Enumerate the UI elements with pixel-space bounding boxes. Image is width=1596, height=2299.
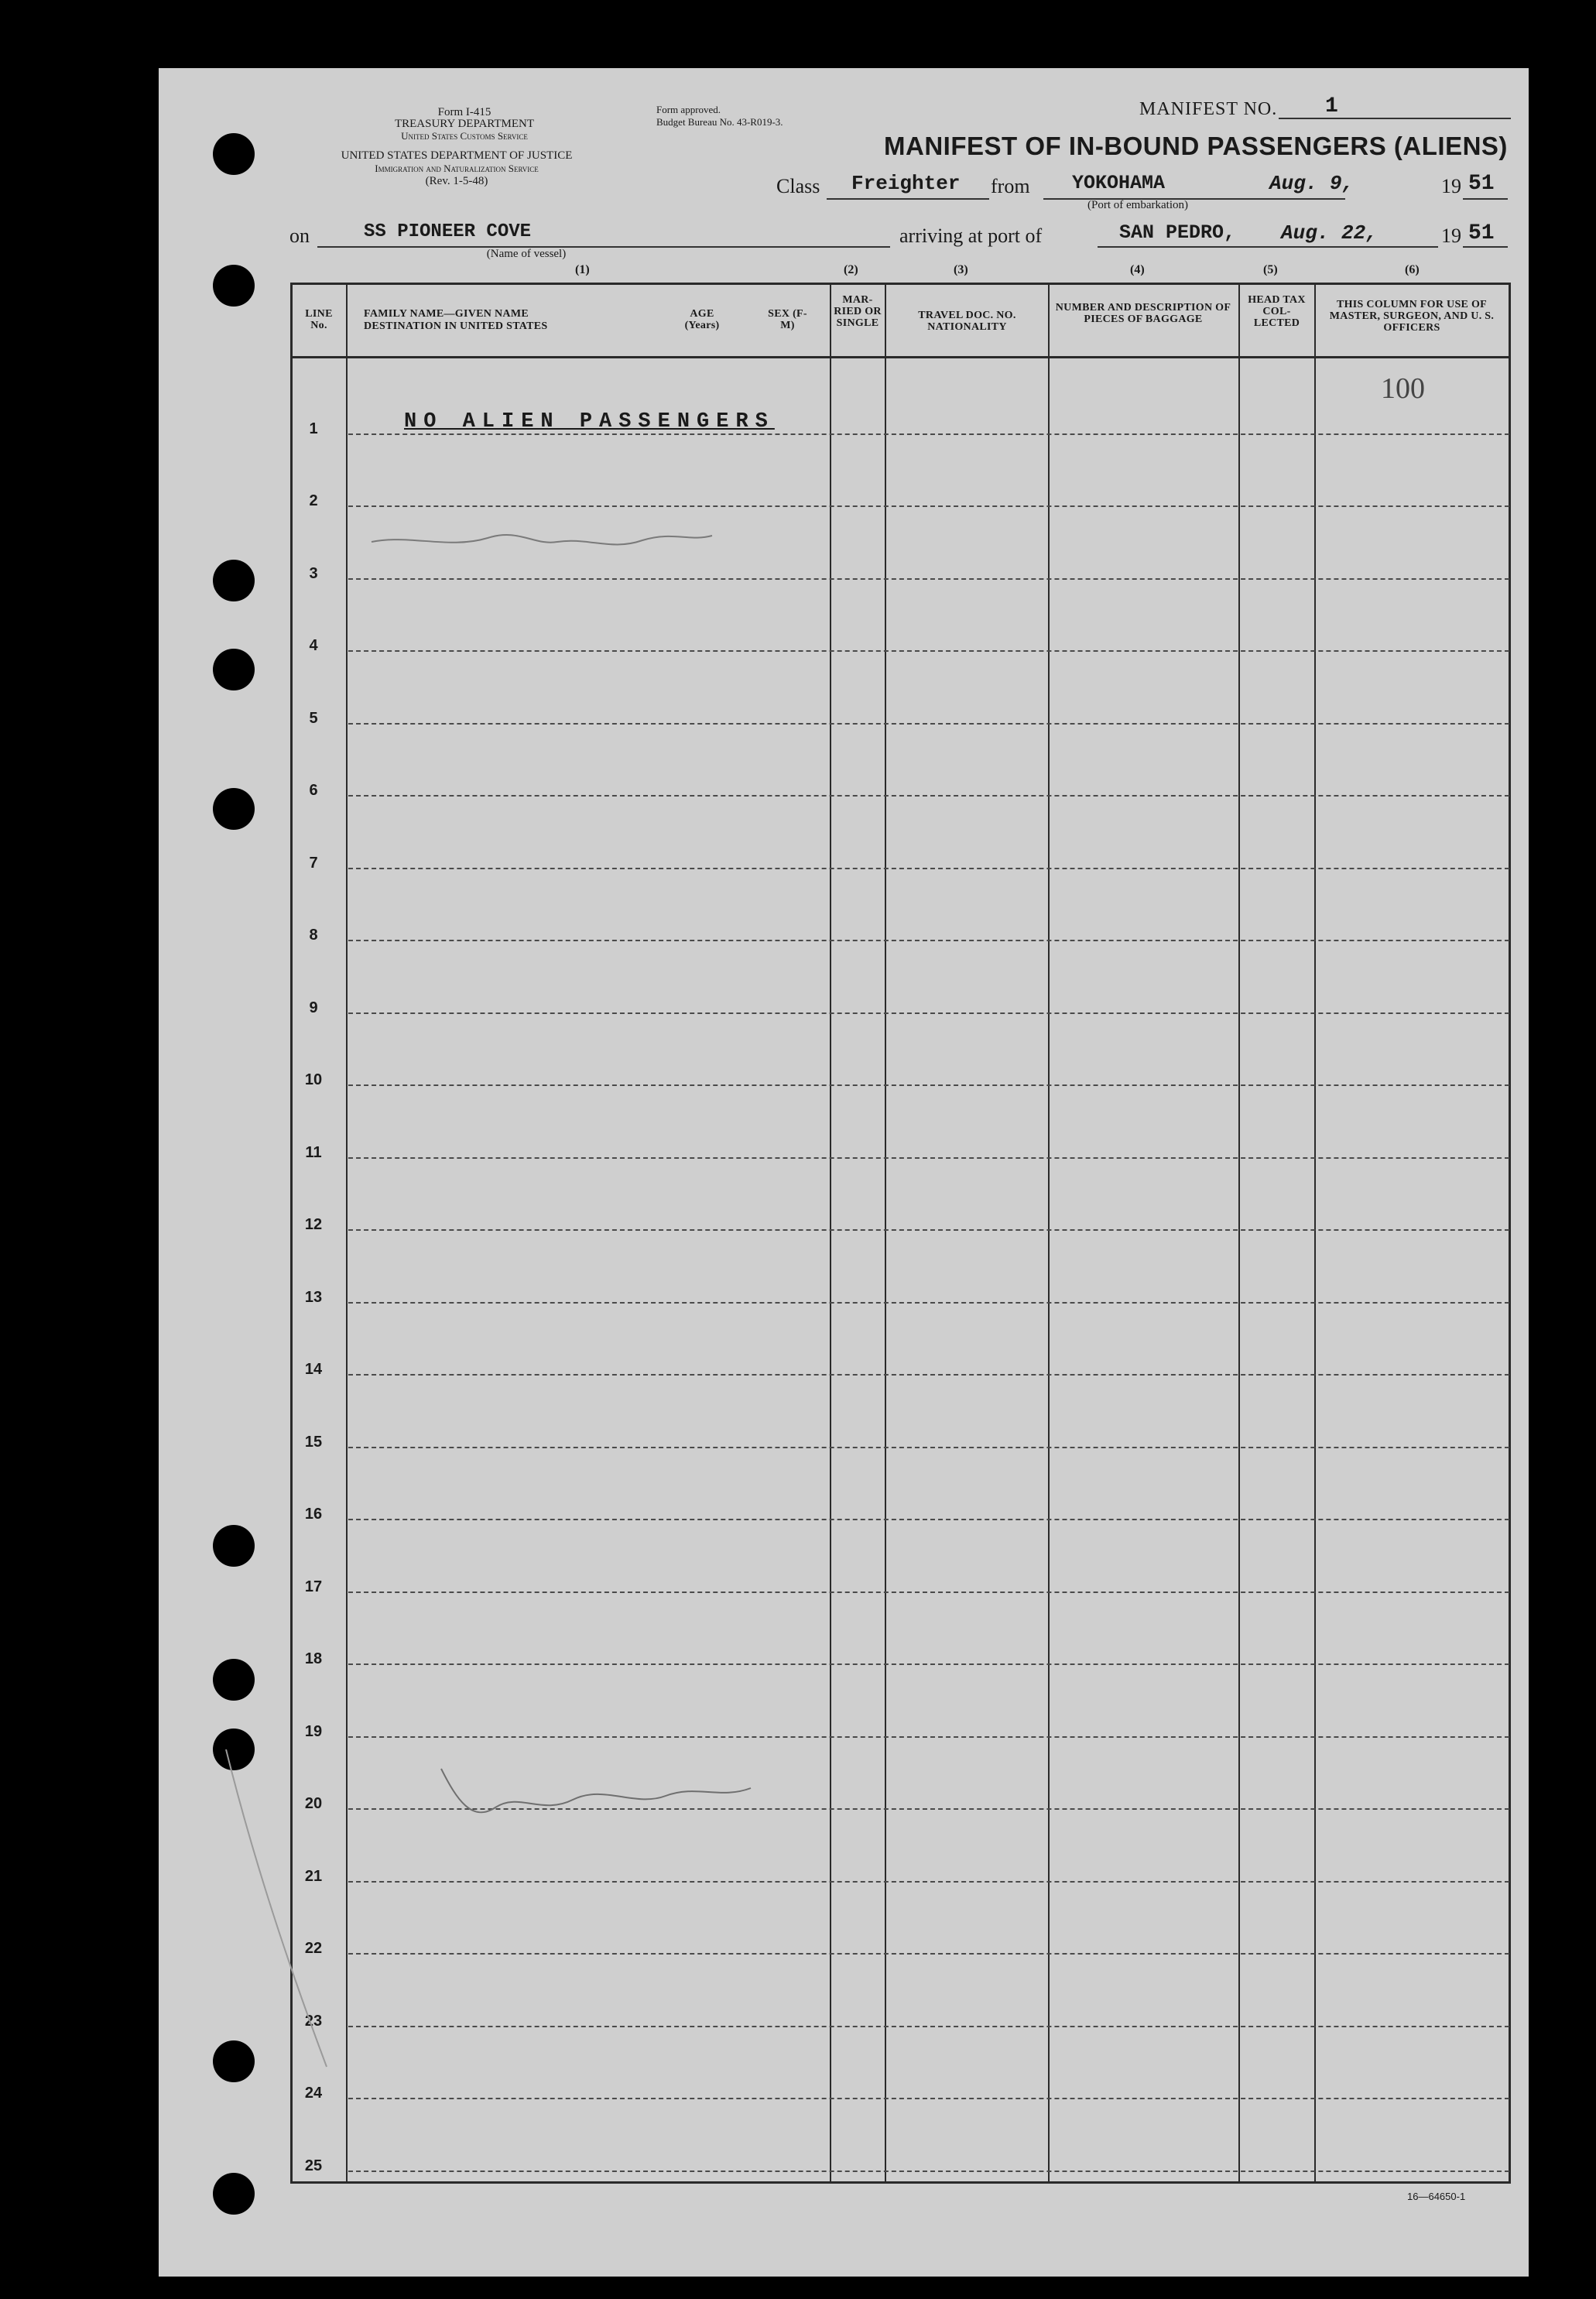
arriving-label: arriving at port of	[899, 224, 1043, 247]
column-divider	[1238, 283, 1240, 2184]
class-label: Class	[776, 175, 820, 197]
row-rule	[348, 1229, 1509, 1231]
arrival-year: 51	[1468, 221, 1495, 245]
punch-hole	[213, 1525, 255, 1567]
punch-hole	[213, 133, 255, 175]
form-revision: (Rev. 1-5-48)	[425, 175, 488, 187]
row-rule	[348, 650, 1509, 652]
header-bottom-border	[290, 356, 1511, 358]
arrival-underline	[1098, 246, 1438, 248]
header-officers: THIS COLUMN FOR USE OF MASTER, SURGEON, AND U. S. OFFICERS	[1329, 299, 1495, 334]
row-rule	[348, 723, 1509, 725]
line-number: 11	[305, 1144, 322, 1161]
row-rule	[348, 1157, 1509, 1159]
line-number: 16	[304, 1506, 323, 1523]
from-label: from	[991, 175, 1030, 197]
table-right-border	[1509, 283, 1511, 2184]
header-line-no: LINE No.	[305, 308, 333, 331]
line-number: 18	[304, 1650, 323, 1667]
line-number: 19	[304, 1723, 323, 1740]
punch-hole	[213, 788, 255, 830]
header-travel-doc: TRAVEL DOC. NO. NATIONALITY	[918, 310, 1016, 333]
departure-year-underline	[1463, 198, 1508, 200]
row-rule	[348, 1663, 1509, 1665]
table-top-border	[290, 283, 1511, 285]
column-divider	[830, 283, 831, 2184]
vessel-name: SS PIONEER COVE	[364, 221, 532, 242]
line-number: 23	[304, 2013, 323, 2030]
treasury-department: TREASURY DEPARTMENT	[394, 118, 535, 130]
column-divider	[1314, 283, 1316, 2184]
class-underline	[827, 198, 989, 200]
arrival-year-underline	[1463, 246, 1508, 248]
line-number: 7	[309, 855, 318, 872]
arrival-port: SAN PEDRO,	[1119, 221, 1236, 244]
row-rule	[348, 1519, 1509, 1520]
row-rule	[348, 868, 1509, 869]
column-divider	[346, 283, 348, 2184]
punch-hole	[213, 649, 255, 690]
line-number: 1	[309, 420, 318, 437]
line-number: 21	[304, 1868, 323, 1885]
row-rule	[348, 1953, 1509, 1955]
arrival-date: Aug. 22,	[1281, 221, 1378, 245]
column-divider	[885, 283, 886, 2184]
row-rule	[348, 1736, 1509, 1738]
row-rule	[348, 2098, 1509, 2099]
line-number: 22	[304, 1940, 323, 1957]
line-number: 5	[309, 710, 318, 727]
officer-mark: 100	[1381, 372, 1425, 405]
line-number: 12	[304, 1216, 323, 1233]
column-divider	[1048, 283, 1050, 2184]
row-rule	[348, 1012, 1509, 1014]
row-rule	[348, 1881, 1509, 1883]
header-baggage: NUMBER AND DESCRIPTION OF PIECES OF BAGGAGE	[1055, 302, 1231, 325]
line-number: 8	[309, 927, 318, 944]
arrival-year-prefix: 19	[1441, 224, 1461, 247]
signature-mark	[364, 519, 720, 581]
departure-year: 51	[1468, 172, 1495, 196]
vessel-underline	[317, 246, 890, 248]
line-number: 9	[309, 999, 318, 1016]
column-number: (1)	[575, 263, 590, 276]
column-number: (2)	[844, 263, 858, 276]
column-number: (4)	[1130, 263, 1145, 276]
on-label: on	[289, 224, 310, 247]
line-number: 4	[309, 637, 318, 654]
row-rule	[348, 1591, 1509, 1593]
line-number: 13	[304, 1289, 323, 1306]
port-caption: (Port of embarkation)	[1087, 199, 1188, 211]
vessel-caption: (Name of vessel)	[486, 248, 567, 260]
row-rule	[348, 2026, 1509, 2027]
signature-mark	[433, 1753, 759, 1846]
row-rule	[348, 1302, 1509, 1304]
no-alien-passengers-note: NO ALIEN PASSENGERS	[404, 410, 775, 433]
punch-hole	[213, 2173, 255, 2215]
line-number: 17	[304, 1578, 323, 1595]
punch-hole	[213, 1659, 255, 1701]
table-bottom-border	[290, 2181, 1511, 2184]
line-number: 2	[309, 492, 318, 509]
line-number: 6	[309, 782, 318, 799]
manifest-no-label: MANIFEST NO.	[1139, 99, 1278, 119]
row-rule	[348, 1084, 1509, 1086]
header-married: MAR- RIED OR SINGLE	[834, 294, 882, 329]
class-value: Freighter	[851, 172, 961, 195]
row-rule	[348, 940, 1509, 941]
line-number: 14	[304, 1361, 323, 1378]
row-rule	[348, 2171, 1509, 2172]
row-rule	[348, 1374, 1509, 1376]
line-number: 15	[304, 1434, 323, 1451]
departure-year-prefix: 19	[1441, 175, 1461, 197]
manifest-no-underline	[1279, 118, 1511, 119]
line-number: 3	[309, 565, 318, 582]
ins-service: Immigration and Naturalization Service	[375, 163, 539, 174]
manifest-title: MANIFEST OF IN-BOUND PASSENGERS (ALIENS)	[884, 132, 1508, 160]
row-rule	[348, 433, 1509, 435]
line-number: 10	[304, 1071, 323, 1088]
column-number: (6)	[1405, 263, 1420, 276]
row-rule	[348, 505, 1509, 507]
customs-service: United States Customs Service	[401, 130, 528, 142]
header-destination: DESTINATION IN UNITED STATES	[364, 320, 548, 332]
manifest-no-value: 1	[1325, 94, 1338, 118]
line-number: 25	[304, 2157, 323, 2174]
row-rule	[348, 795, 1509, 797]
footer-code: 16—64650-1	[1407, 2191, 1466, 2202]
page-crease	[218, 1749, 334, 2075]
budget-bureau: Budget Bureau No. 43-R019-3.	[656, 116, 783, 128]
port-of-embarkation: YOKOHAMA	[1072, 172, 1166, 194]
line-number: 24	[304, 2085, 323, 2102]
form-approved: Form approved.	[656, 104, 721, 115]
header-family-name: FAMILY NAME—GIVEN NAME	[364, 308, 529, 320]
header-age: AGE (Years)	[684, 308, 720, 331]
row-rule	[348, 1447, 1509, 1448]
departure-date: Aug. 9,	[1269, 172, 1355, 195]
form-number: Form I-415	[437, 106, 491, 118]
column-number: (5)	[1263, 263, 1278, 276]
header-sex: SEX (F-M)	[768, 308, 807, 331]
punch-hole	[213, 560, 255, 601]
header-head-tax: HEAD TAX COL- LECTED	[1248, 294, 1306, 329]
punch-hole	[213, 265, 255, 307]
line-number: 20	[304, 1795, 323, 1812]
department-of-justice: UNITED STATES DEPARTMENT OF JUSTICE	[341, 149, 573, 162]
manifest-page	[159, 68, 1529, 2277]
column-number: (3)	[954, 263, 968, 276]
